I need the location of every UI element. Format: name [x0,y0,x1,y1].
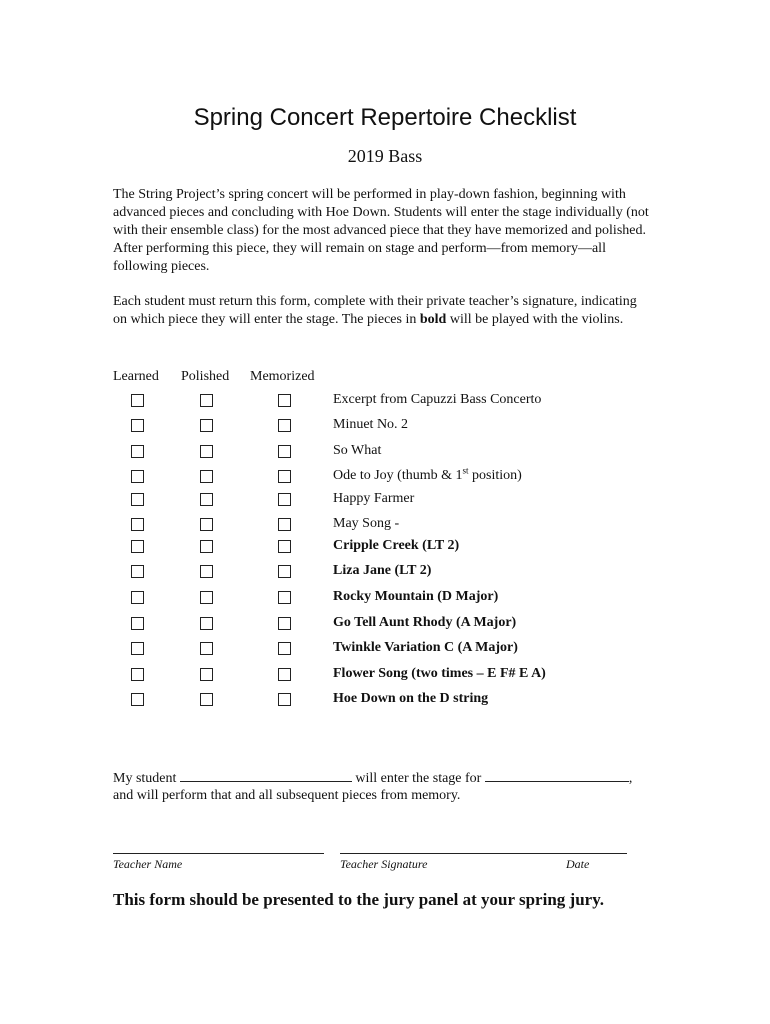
piece-name: Excerpt from Capuzzi Bass Concerto [333,392,542,407]
intro-paragraph: The String Project’s spring concert will be performed in play-down fashion, beginning with advanced pieces and concluding with Hoe Down. Students will enter the stage individually (not with their ensemble class) for the most advanced piece that they have memorized and polished. After performing this piece, they will remain on stage and perform—from memory—all following pieces. [113,187,649,274]
learned-checkbox[interactable] [131,394,144,407]
instructions-bold-word: bold [419,312,447,327]
piece-name: Minuet No. 2 [333,417,409,432]
learned-checkbox[interactable] [131,642,144,655]
polished-checkbox[interactable] [200,493,213,506]
learned-checkbox[interactable] [131,565,144,578]
instructions-text-end: will be played with the violins. [446,312,624,327]
statement-line-2: and will perform that and all subsequent pieces from memory. [113,788,461,803]
learned-checkbox[interactable] [131,518,144,531]
polished-checkbox[interactable] [200,693,213,706]
date-label: Date [566,857,590,871]
teacher-name-line[interactable] [113,853,324,854]
polished-checkbox[interactable] [200,642,213,655]
piece-label [333,443,381,459]
memorized-checkbox[interactable] [278,642,291,655]
piece-label [333,640,518,656]
statement-text-3: , [628,771,633,786]
learned-checkbox[interactable] [131,591,144,604]
memorized-checkbox[interactable] [278,394,291,407]
piece-name: So What [333,443,382,458]
learned-checkbox[interactable] [131,693,144,706]
memorized-checkbox[interactable] [278,493,291,506]
piece-name: May Song - [333,516,400,531]
piece-label [333,491,414,507]
piece-label [333,691,488,707]
piece-label [333,615,516,631]
polished-checkbox[interactable] [200,540,213,553]
column-header-polished: Polished [181,369,230,384]
learned-checkbox[interactable] [131,419,144,432]
polished-checkbox[interactable] [200,394,213,407]
piece-label [333,538,459,554]
learned-checkbox[interactable] [131,668,144,681]
polished-checkbox[interactable] [200,617,213,630]
piece-label [333,392,541,408]
piece-label [333,666,546,682]
piece-label [333,465,522,484]
memorized-checkbox[interactable] [278,617,291,630]
teacher-name-label: Teacher Name [113,857,183,871]
piece-name-suffix: position) [468,468,522,483]
memorized-checkbox[interactable] [278,668,291,681]
teacher-signature-line[interactable] [340,853,627,854]
memorized-checkbox[interactable] [278,540,291,553]
piece-name: Go Tell Aunt Rhody (A Major) [333,615,517,630]
polished-checkbox[interactable] [200,518,213,531]
piece-name: Twinkle Variation C (A Major) [333,640,518,655]
learned-checkbox[interactable] [131,493,144,506]
piece-name: Liza Jane (LT 2) [333,563,432,578]
learned-checkbox[interactable] [131,445,144,458]
piece-label [333,589,498,605]
learned-checkbox[interactable] [131,470,144,483]
document-subtitle: 2019 Bass [347,146,423,166]
memorized-checkbox[interactable] [278,419,291,432]
statement-line-1 [113,769,632,787]
footer-note: This form should be presented to the jury panel at your spring jury. [113,890,604,909]
piece-name: Cripple Creek (LT 2) [333,538,460,553]
memorized-checkbox[interactable] [278,693,291,706]
column-header-memorized: Memorized [250,369,315,384]
learned-checkbox[interactable] [131,617,144,630]
memorized-checkbox[interactable] [278,565,291,578]
memorized-checkbox[interactable] [278,591,291,604]
polished-checkbox[interactable] [200,591,213,604]
piece-name: Happy Farmer [333,491,415,506]
memorized-checkbox[interactable] [278,518,291,531]
statement-text-2: will enter the stage for [355,771,482,786]
piece-name: Ode to Joy (thumb & 1 [333,468,463,483]
piece-name: Hoe Down on the D string [333,691,489,706]
document-title: Spring Concert Repertoire Checklist [193,104,577,131]
entry-piece-blank[interactable] [485,769,629,782]
column-header-learned: Learned [113,369,159,384]
student-name-blank[interactable] [180,769,352,782]
instructions-paragraph [113,293,653,329]
instructions-text-start: Each student must return this form, complete with their private teacher’s signature, indicating on which piece they will enter the stage. The pieces in [113,294,637,327]
teacher-signature-label: Teacher Signature [340,857,428,871]
polished-checkbox[interactable] [200,668,213,681]
piece-name: Flower Song (two times – E F# E A) [333,666,546,681]
piece-label [333,516,399,532]
piece-label [333,563,431,579]
polished-checkbox[interactable] [200,419,213,432]
polished-checkbox[interactable] [200,565,213,578]
statement-text-1: My student [113,771,177,786]
polished-checkbox[interactable] [200,445,213,458]
polished-checkbox[interactable] [200,470,213,483]
memorized-checkbox[interactable] [278,470,291,483]
piece-superscript: st [462,465,469,476]
piece-name: Rocky Mountain (D Major) [333,589,499,604]
learned-checkbox[interactable] [131,540,144,553]
memorized-checkbox[interactable] [278,445,291,458]
piece-label [333,417,408,433]
